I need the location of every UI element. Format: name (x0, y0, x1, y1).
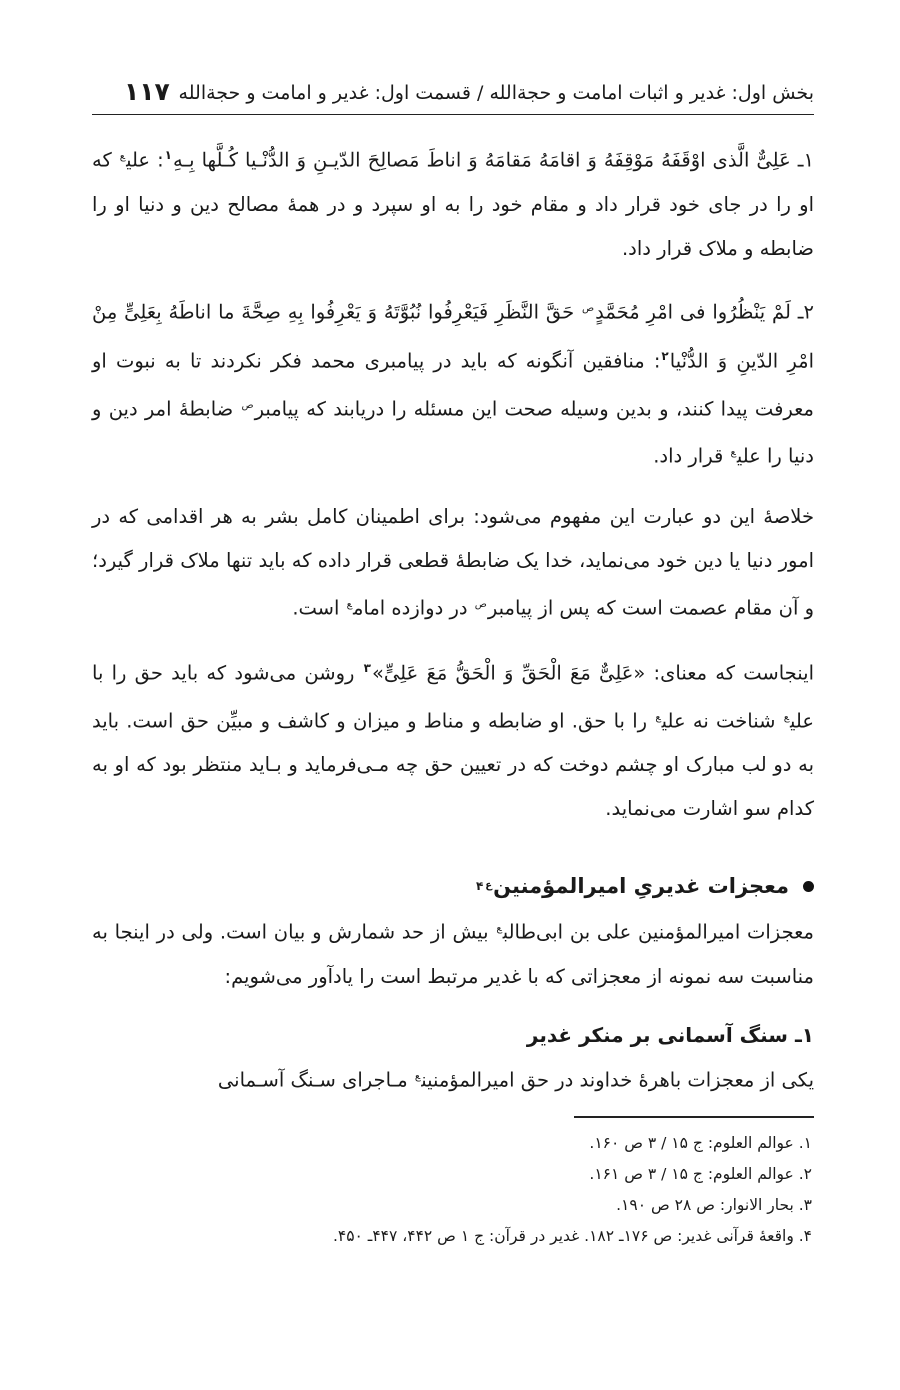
footnote-divider (574, 1116, 814, 1118)
paragraph-4: اینجاست که معنای: «عَلِیٌّ مَعَ الْحَقِّ وَ الْحَقُّ مَعَ عَلِیٍّ»$^۳$ روشن می‌شود که باید حق را با علی$^ع$ شناخت نه علی$^ع$ را با حق. او ضابطه و مناط و میزان و کاشف و مبیِّن حق است. باید به دو لب مبارک او چشم دوخت که در تعیین حق چه مـی‌فرماید و بـاید منتظر بود که او به کدام سو اشارت می‌نماید. (92, 661, 815, 820)
blessing-symbol: ص (582, 302, 595, 314)
running-header (92, 62, 814, 115)
blessing-symbol: ع (119, 151, 126, 162)
footnote-ref-4: ۴ (475, 879, 484, 893)
footnotes (92, 1128, 814, 1252)
paragraph-2: ۲ـ لَمْ یَنْظُرُوا فی امْرِ مُحَمَّدٍ$^ص$ حَقَّ النَّظَرِ فَیَعْرِفُوا نُبُوَّتَهُ وَ یَعْرِفُوا بِهِ صِحَّةَ ما اناطَهُ بِعَلِیٍّ مِنْ امْرِ الدّینِ وَ الدُّنْیا$^۲$: منافقین آنگونه که باید در پیامبری محمد فکر نکردند تا به نبوت او معرفت پیدا کنند، و بدین وسیله صحت این مسئله را دریابند که پیامبر$^ص$ ضابطهٔ امر دین و دنیا را علی$^ع$ قرار داد. (92, 300, 814, 468)
footnote-1: ۱. عوالم العلوم: ج ۱۵ / ۳ ص ۱۶۰. (589, 1134, 812, 1152)
blessing-symbol: ع (730, 447, 736, 458)
book-page (92, 62, 814, 1352)
blessing-symbol: ع (496, 923, 502, 934)
bullet-icon (803, 881, 814, 892)
paragraph-3: خلاصهٔ این دو عبارت این مفهوم می‌شود: برای اطمینان کامل بشر به هر اقدامی که در امور دنیا یا دین خود می‌نماید، خدا یک ضابطهٔ قطعی قرار داده که باید تنها ملاک قرار گیرد؛ و آن مقام عصمت است که پس از پیامبر$^ص$ در دوازده امام$^ع$ است. (92, 504, 814, 619)
blessing-symbol: ع (414, 1070, 421, 1082)
footnote-2: ۲. عوالم العلوم: ج ۱۵ / ۳ ص ۱۶۱. (589, 1165, 812, 1183)
page-number: ۱۱۷ (124, 77, 170, 106)
footnote-ref-1: ۱ (164, 148, 172, 162)
paragraph-6: یکی از معجزات باهرهٔ خداوند در حق امیرالمؤمنین$^ع$ مـاجرای سـنگ آسـمانی (217, 1068, 814, 1091)
header-title: بخش اول: غدیر و اثبات امامت و حجةالله / قسمت اول: غدیر و امامت و حجةالله (178, 82, 814, 105)
paragraph-1: ۱ـ عَلِیٌّ الَّذی اوْقَفَهُ مَوْقِفَهُ وَ اقامَهُ مَقامَهُ وَ اناطَ مَصالِحَ الدّیـنِ وَ الدُّنْـیا کُـلَّها بِـهِ$^۱$: علی$^ع$ که او را در جای خود قرار داد و مقام خود را به او سپرد و در همهٔ مصالح دین و دنیا او را ضابطه و ملاک قرار داد. (92, 148, 814, 260)
blessing-symbol: ص (474, 598, 487, 610)
blessing-symbol: ص (241, 399, 254, 411)
arabic-quote-2b: حَقَّ النَّظَرِ فَیَعْرِفُوا نُبُوَّتَهُ وَ یَعْرِفُوا بِهِ صِحَّةَ ما اناطَهُ بِعَلِیٍّ مِنْ امْرِ الدّینِ وَ الدُّنْیا (92, 300, 814, 373)
footnote-3: ۳. بحار الانوار: ص ۲۸ ص ۱۹۰. (616, 1196, 812, 1214)
arabic-quote-1: ۱ـ عَلِیٌّ الَّذی اوْقَفَهُ مَوْقِفَهُ وَ اقامَهُ مَقامَهُ وَ اناطَ مَصالِحَ الدّیـنِ وَ الدُّنْـیا کُـلَّها بِـهِ (173, 148, 814, 172)
arabic-quote-2a: ۲ـ لَمْ یَنْظُرُوا فی امْرِ مُحَمَّدٍ (595, 300, 814, 323)
blessing-symbol: ع (346, 598, 352, 610)
footnote-ref-2: ۲ (661, 349, 669, 363)
blessing-symbol: ع (783, 711, 790, 723)
blessing-symbol: ع (485, 880, 493, 891)
blessing-symbol: ع (655, 711, 661, 723)
section-title: معجزات غدیریِ امیرالمؤمنین (493, 874, 789, 898)
body-text (92, 133, 814, 1252)
paragraph-5: معجزات امیرالمؤمنین علی بن ابی‌طالب$^ع$ بیش از حد شمارش و بیان است. ولی در اینجا به مناسبت سه نمونه از معجزاتی که با غدیر مرتبط است را یادآور می‌شویم: (92, 920, 815, 988)
section-heading (92, 867, 814, 905)
arabic-quote-4: عَلِیٌّ مَعَ الْحَقِّ وَ الْحَقُّ مَعَ عَلِیٍّ (383, 661, 634, 685)
footnote-ref-3: ۳ (363, 661, 371, 675)
footnote-4: ۴. واقعهٔ قرآنی غدیر: ص ۱۷۶ـ ۱۸۲. غدیر در قرآن: ج ۱ ص ۴۴۲، ۴۴۷ـ ۴۵۰. (332, 1227, 812, 1245)
subsection-heading: ۱ـ سنگ آسمانی بر منکر غدیر (526, 1022, 814, 1047)
